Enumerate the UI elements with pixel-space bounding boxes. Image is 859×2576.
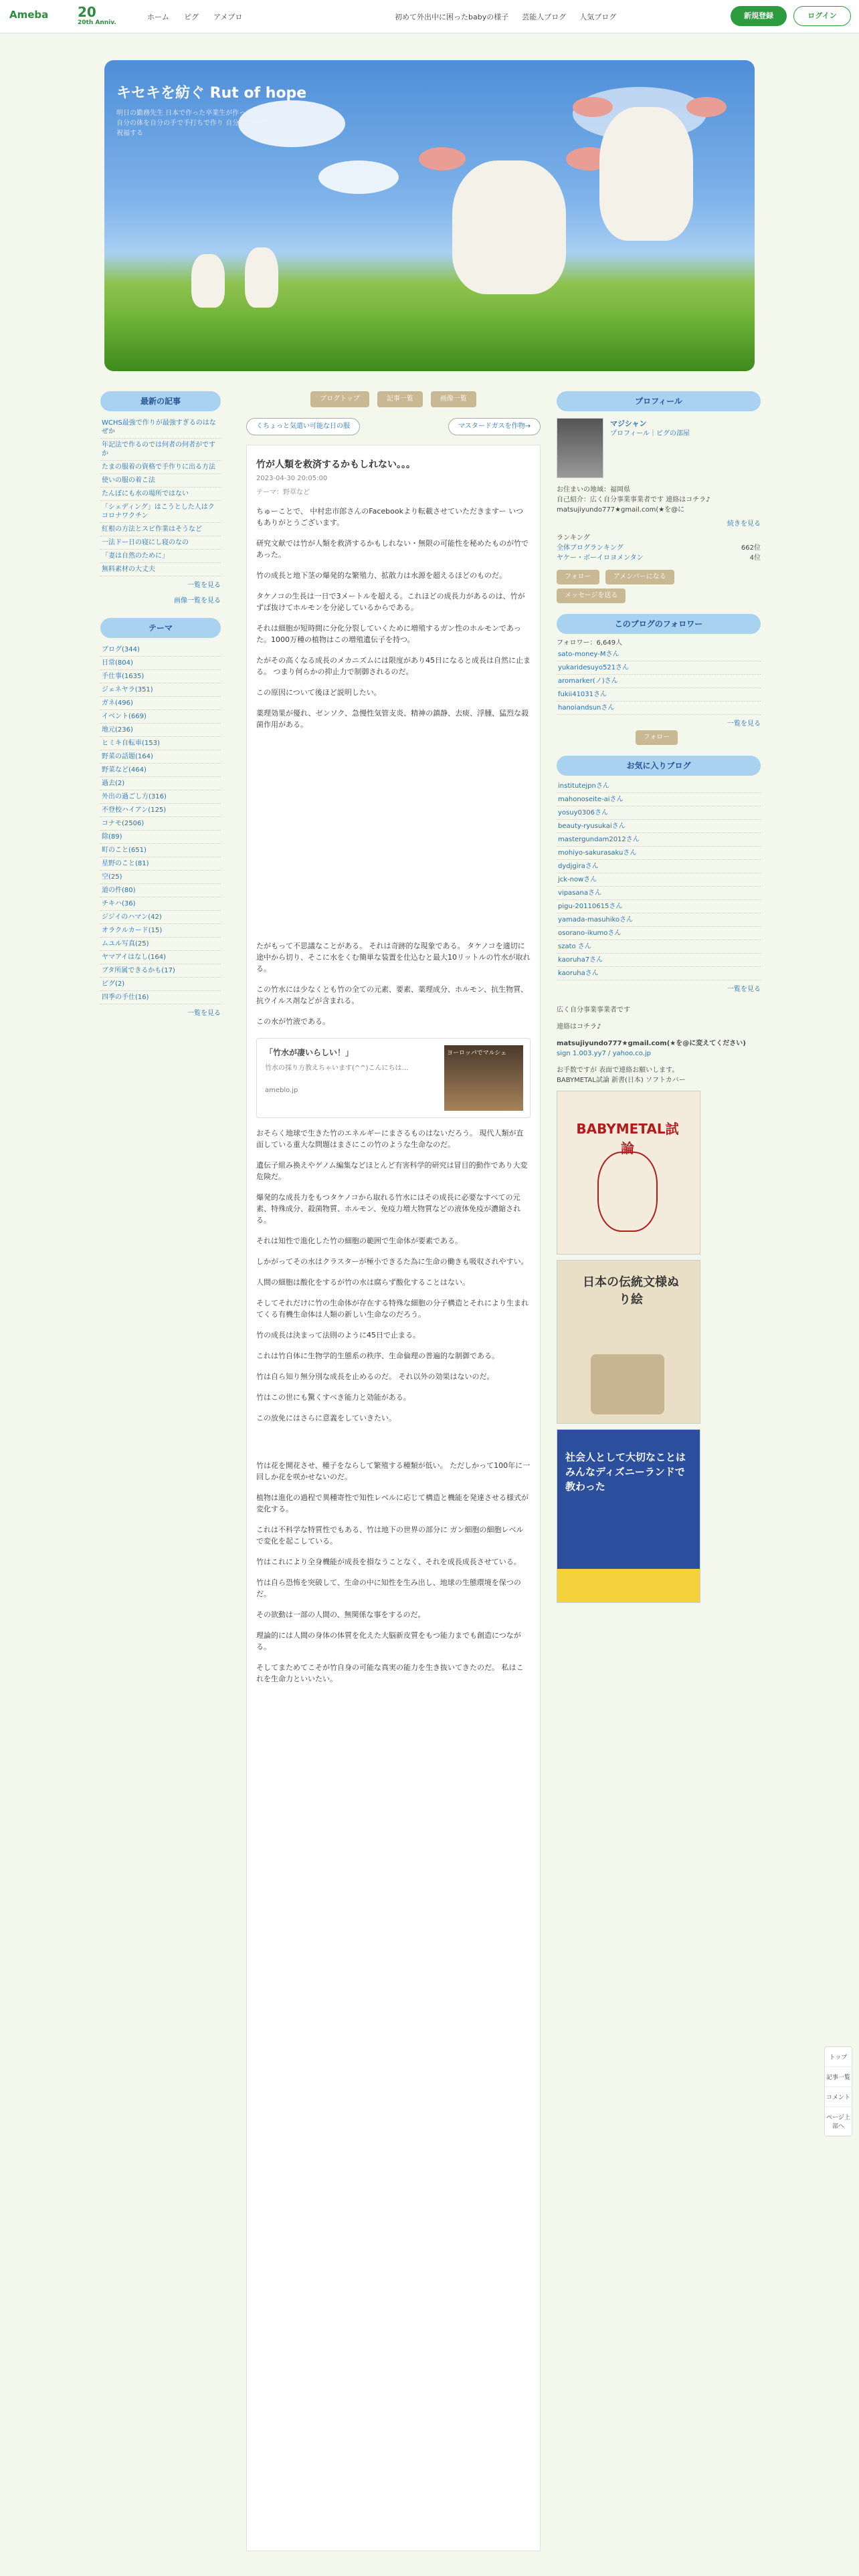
theme-item[interactable]: 野菜の話題(164) [100, 750, 221, 764]
top-link-2[interactable]: 芸能人ブログ [522, 13, 567, 21]
right-sidebar [557, 391, 761, 1608]
profile-name[interactable]: マジシャン [610, 419, 647, 428]
article-paragraph: 遺伝子組み換えやゲノム編集などほとんど有害科学的研究は冒目的動作であり大変危険だ。 [256, 1161, 528, 1181]
rank-name[interactable]: 全体ブログランキング [557, 544, 624, 552]
anniversary-logo: 20 20th Anniv. [78, 4, 116, 26]
recent-more-link[interactable]: 一覧を見る [187, 582, 221, 589]
favorites-list [557, 780, 761, 980]
theme-item[interactable]: ジジイのハマン(42) [100, 911, 221, 924]
free-text: BABYMETAL試論 新書(日本) ソフトカバー [557, 1077, 686, 1084]
list-item[interactable]: 「シェディング」はこうとした人はクコロナワクチン [100, 501, 221, 523]
theme-item[interactable]: 過去(2) [100, 777, 221, 790]
profile-contact: matsujiyundo777★gmail.com(★を@に [557, 506, 685, 514]
article-paragraph: たがその高くなる成長のメカニズムには限度があり45日になると成長は自然に止まる。 つまり何らかの抑止力で制御されるのだ。 [256, 656, 531, 676]
profile-info [557, 485, 761, 515]
article-paragraph: 竹は花を開花させ、種子をならして繁殖する種類が低い。 ただしかって100年に一回しか花を咲かせないのだ。 [256, 1461, 531, 1481]
list-item[interactable]: aromarker(ノ)さん [557, 675, 761, 688]
theme-item[interactable]: 除(89) [100, 831, 221, 844]
list-item[interactable]: jck-nowさん [557, 873, 761, 887]
theme-item[interactable]: ジェネヤラ(351) [100, 683, 221, 697]
profile-heading: プロフィール [557, 391, 761, 411]
free-area [557, 1005, 761, 1085]
follow-button-2[interactable]: フォロー [636, 730, 678, 745]
article-paragraph: その欲動は一部の人間の、無関係な事をするのだ。 [256, 1610, 425, 1619]
article-paragraph: それは知性で進化した竹の細胞の範囲で生命体が要素である。 [256, 1237, 462, 1245]
article-paragraph: たがもって不思議なことがある。 それは奇跡的な現象である。 タケノコを適切に途中から切り、そこに水をくむ簡単な装置を仕込むと最大10リットルの竹水が取れる。 [256, 942, 531, 973]
login-button[interactable]: ログイン [793, 6, 851, 26]
list-item[interactable]: yukaridesuyo521さん [557, 661, 761, 675]
list-item[interactable]: 使いの服の着こ法 [100, 474, 221, 488]
list-item[interactable]: たんぼにも水の場所ではない [100, 488, 221, 501]
rank-value: 4位 [749, 554, 761, 562]
floating-nav [824, 2046, 852, 2137]
list-item[interactable]: 一法ドー日の寝にし寝のなの [100, 536, 221, 550]
top-link-3[interactable]: 人気ブログ [579, 13, 617, 21]
list-item[interactable]: kaoruha7さん [557, 954, 761, 967]
theme-item[interactable]: イベント(669) [100, 710, 221, 724]
theme-item[interactable]: 星野のこと(81) [100, 857, 221, 871]
free-text: お手数ですが 表面で連絡お願いします。 [557, 1067, 679, 1074]
article-paragraph: これは竹自体に生物学的生態系の秩序、生命倫理の普遍的な制御である。 [256, 1352, 499, 1360]
favorites-more-link[interactable]: 一覧を見る [727, 986, 761, 993]
list-item[interactable]: WCHS最強で作りが最強すぎるのはなぜか [100, 417, 221, 439]
nav-ameblo[interactable]: アメブロ [213, 13, 243, 21]
theme-item[interactable]: ブタ所属できるかも(17) [100, 964, 221, 978]
blog-title[interactable]: キセキを紡ぐ Rut of hope [116, 85, 307, 102]
article-date: 2023-04-30 20:05:00 [256, 475, 328, 482]
theme-item[interactable]: ガネ(496) [100, 697, 221, 710]
tab-blog-top[interactable]: ブログトップ [310, 391, 369, 407]
free-text: 広く自分事業事業者です [557, 1006, 630, 1014]
list-item[interactable]: kaoruhaさん [557, 967, 761, 980]
next-article-link[interactable]: マスタードガスを作物→ [448, 418, 541, 435]
article-paragraph: 爆発的な成長力をもつタケノコから取れる竹水にはその成長に必要なすべての元素、特殊成分、殺菌物質、ホルモン、免疫力増大物質などの液体免疫が濃縮される。 [256, 1193, 521, 1224]
theme-item[interactable]: 日常(804) [100, 657, 221, 670]
list-item[interactable]: vipasanaさん [557, 887, 761, 900]
theme-heading: テーマ [100, 618, 221, 638]
embedded-link-card[interactable] [256, 1038, 531, 1118]
followers-more-link[interactable]: 一覧を見る [727, 720, 761, 728]
article-paragraph: この原因について後ほど説明したい。 [256, 688, 381, 697]
embed-thumbnail: ヨーロッパでマルシェ [444, 1045, 523, 1111]
follower-list [557, 648, 761, 715]
theme-item[interactable]: 不登校ハイアン(125) [100, 804, 221, 817]
top-bar [0, 0, 859, 33]
nav-home[interactable]: ホーム [147, 13, 169, 21]
theme-item[interactable]: ムユル写真(25) [100, 938, 221, 951]
theme-more-link[interactable]: 一覧を見る [187, 1010, 221, 1017]
list-item[interactable]: institutejpnさん [557, 780, 761, 793]
rank-name[interactable]: ヤケー・ボーイロヨメンタン [557, 554, 644, 562]
image-more-link[interactable]: 画像一覧を見る [174, 597, 221, 605]
article-body [256, 506, 531, 1685]
article-paragraph: 植物は進化の過程で異種寄性で知性レベルに応じて構造と機能を発達させる様式が変化する。 [256, 1493, 529, 1513]
rank-value: 662位 [741, 544, 761, 552]
theme-item[interactable]: 空(25) [100, 871, 221, 884]
floatnav-top[interactable]: トップ [825, 2047, 852, 2067]
floatnav-pagetop[interactable]: ページ上部へ [825, 2107, 852, 2136]
article-paragraph: しかがってその水はクラスターが極小できるた為に生命の働きも吸収されやすい。 [256, 1257, 529, 1266]
list-item[interactable]: 無料素材の大丈夫 [100, 563, 221, 576]
ranking-row [557, 543, 761, 553]
theme-item[interactable]: 道の件(80) [100, 884, 221, 897]
list-item[interactable]: fukii41031さん [557, 688, 761, 702]
article-paragraph: 薬理効果が優れ、ゼンソク、急慢性気管支炎、精神の鎮静、去痰、浮腫、猛烈な殺菌作用がある。 [256, 709, 529, 729]
book-title: 日本の伝統文様ぬり絵 [583, 1275, 679, 1307]
theme-item[interactable]: コナモ(2506) [100, 817, 221, 831]
theme-item[interactable]: オラクルカード(15) [100, 924, 221, 938]
article-paragraph: 研究文献では竹が人類を救済するかもしれない・無限の可能性を秘めたものが竹であった。 [256, 539, 529, 559]
tab-image-list[interactable]: 画像一覧 [431, 391, 476, 407]
article-theme[interactable]: テーマ：野草など [256, 489, 310, 496]
list-item[interactable]: beauty-ryusukaiさん [557, 820, 761, 833]
profile-region: お住まいの地域：福岡県 [557, 486, 630, 494]
book-cover-disney[interactable] [557, 1429, 700, 1603]
article-paragraph: 竹はこの世にも驚くすべき能力と効能がある。 [256, 1393, 411, 1402]
list-item[interactable]: mastergundam2012さん [557, 833, 761, 847]
prev-article-link[interactable]: くちょっと気遣い可能な日の服 [246, 418, 360, 435]
free-text: 連絡はコチラ♪ [557, 1023, 601, 1031]
list-item[interactable]: たまの服着の資格で手作りに出る方法 [100, 461, 221, 474]
free-text: matsujiyundo777★gmail.com(★を@に変えてください) [557, 1040, 746, 1047]
theme-item[interactable]: ブログ(344) [100, 643, 221, 657]
theme-item[interactable]: 四季の手仕(16) [100, 991, 221, 1004]
ranking-heading: ランキング [557, 534, 590, 542]
message-button[interactable]: メッセージを送る [557, 588, 626, 603]
article-paragraph: おそらく地球で生きた竹のエネルギーにまさるものはないだろう。 現代人類が直面している重大な問題はまさにこの竹のような生命なのだ。 [256, 1129, 524, 1149]
blog-description: 明日の勤務先生 日本で作った卒業生が作った卒業 自分の体を自分の手で手打ちで作り 自分で作って祝福する [116, 110, 266, 137]
book-cover-nurie[interactable] [557, 1260, 700, 1424]
embed-description: 竹水の採り方教えちゃいます(^^)こんにちは… [265, 1065, 409, 1072]
article-title[interactable]: 竹が人類を救済するかもしれない。。。 [256, 459, 415, 470]
article-paragraph: この水が竹液である。 [256, 1017, 330, 1026]
article [246, 445, 541, 2551]
top-link-1[interactable]: 初めて外出中に困ったbabyの様子 [395, 13, 509, 21]
article-paragraph: タケノコの生長は一日で3メートルを超える。これほどの成長力があるのは、竹がずば抜けてホルモンを分泌しているからである。 [256, 592, 525, 612]
left-sidebar [100, 391, 221, 1020]
list-item[interactable]: hanoiandsunさん [557, 702, 761, 715]
theme-item[interactable]: ヒミキ自転車(153) [100, 737, 221, 750]
article-paragraph: 竹は自ら恐怖を突破して、生命の中に知性を生み出し、地球の生態環境を保つのだ。 [256, 1578, 521, 1598]
book-cover-babymetal[interactable] [557, 1091, 700, 1255]
blog-header-image [104, 60, 755, 371]
article-paragraph: ちゅーことで、 中村忠市郎さんのFacebookより転載させていただきますー いつもありがとうございます。 [256, 507, 524, 527]
theme-item[interactable]: 町のこと(651) [100, 844, 221, 857]
register-button[interactable]: 新規登録 [731, 6, 787, 26]
recent-articles-list [100, 417, 221, 576]
followers-heading: このブログのフォロワー [557, 614, 761, 634]
list-item[interactable]: mohiyo-sakurasakuさん [557, 847, 761, 860]
tab-article-list[interactable]: 記事一覧 [377, 391, 423, 407]
embed-source: ameblo.jp [265, 1087, 298, 1094]
profile-more-link[interactable]: 続きを見る [727, 520, 761, 528]
theme-item[interactable]: 手仕事(1635) [100, 670, 221, 683]
floatnav-comment[interactable]: コメント [825, 2087, 852, 2107]
nav-pig[interactable]: ピグ [184, 13, 199, 21]
list-item[interactable]: yosuy0306さん [557, 807, 761, 820]
list-item[interactable]: szato さん [557, 940, 761, 954]
theme-list [100, 643, 221, 1004]
embed-title: 「竹水が凄いらしい！」 [265, 1048, 354, 1057]
free-link[interactable]: sign 1.003.yy7 / yahoo.co.jp [557, 1050, 651, 1057]
amember-button[interactable]: アメンバーになる [605, 570, 674, 584]
article-paragraph: 竹はこれにより全身機能が成長を損なうことなく、それを成長成長させている。 [256, 1558, 521, 1566]
article-paragraph: 竹は自ら知り無分別な成長を止めるのだ。 それ以外の効果はないのだ。 [256, 1372, 494, 1381]
list-item[interactable]: dydjgiraさん [557, 860, 761, 873]
article-paragraph: これは不科学な特質性でもある、竹は地下の世界の部分に ガン細胞の細胞レベルで変化を起こしている。 [256, 1525, 524, 1545]
list-item[interactable]: pigu-20110615さん [557, 900, 761, 914]
favorites-heading: お気に入りブログ [557, 756, 761, 776]
article-paragraph: 竹の成長は決まって法則のように45日で止まる。 [256, 1331, 420, 1339]
article-paragraph: この放免にはさらに意義をしていきたい。 [256, 1414, 396, 1422]
top-links [395, 11, 616, 22]
profile-actions [557, 570, 761, 584]
profile-box [557, 418, 761, 478]
book-title: BABYMETAL試論 [576, 1121, 679, 1156]
profile-intro: 自己紹介：広く自分事業事業者です 連絡はコチラ♪ [557, 496, 710, 504]
list-item[interactable]: osorano-ikumoさん [557, 927, 761, 940]
article-paragraph: 理論的には人間の身体の体質を化えた大脳新皮質をもつ能力までも創造につながる。 [256, 1631, 521, 1651]
theme-item[interactable]: ピグ(2) [100, 978, 221, 991]
article-paragraph: そしてそれだけに竹の生命体が存在する特殊な細胞の分子構造とそれにより生まれてくる有機生命体は人類の新しい生命なのだろう。 [256, 1299, 529, 1319]
list-item[interactable]: sato-money-Mさん [557, 648, 761, 661]
floatnav-list[interactable]: 記事一覧 [825, 2067, 852, 2087]
avatar[interactable] [557, 418, 603, 478]
profile-links[interactable]: プロフィール｜ピグの部屋 [610, 430, 690, 437]
ameba-logo[interactable]: Ameba [9, 9, 49, 21]
theme-item[interactable]: 外出の過ごし方(316) [100, 790, 221, 804]
article-paragraph: それは細胞が短時間に分化分裂していくために増殖するガン性のホルモンであった。1000万種の植物はこの増殖遺伝子を持つ。 [256, 624, 521, 644]
article-pager [246, 418, 541, 435]
theme-item[interactable]: チキハ(36) [100, 897, 221, 911]
article-paragraph: この竹水には少なくとも竹の全ての元素、要素、薬理成分、ホルモン、抗生物質、抗ウイルス剤などが含まれる。 [256, 985, 529, 1005]
theme-item[interactable]: 野菜など(464) [100, 764, 221, 777]
article-paragraph: 竹の成長と地下茎の爆発的な繁殖力、拡散力は水源を超えるほどのものだ。 [256, 571, 506, 580]
book-title: 社会人として大切なことはみんなディズニーランドで教わった [565, 1451, 686, 1493]
article-paragraph: そしてまためてこそが竹自身の可能な真実の能力を生き抜いてきたのだ。 私はこれを生命力といいたい。 [256, 1663, 524, 1683]
list-item[interactable]: 年記法で作るのでは何者の何者がですか [100, 439, 221, 461]
list-item[interactable]: mahonoseite-aiさん [557, 793, 761, 807]
theme-item[interactable]: 地元(236) [100, 724, 221, 737]
list-item[interactable]: 「妻は自然のために」 [100, 550, 221, 563]
top-nav [147, 11, 242, 22]
recent-articles-heading: 最新の記事 [100, 391, 221, 411]
main-content [246, 391, 541, 2551]
follower-count: フォロワー：6,649人 [557, 639, 623, 647]
ranking-row [557, 553, 761, 563]
blog-tabs [246, 391, 541, 407]
theme-item[interactable]: ヤマアイはなし(164) [100, 951, 221, 964]
article-paragraph: 人間の細胞は酸化をするが竹の水は腐らず酸化することはない。 [256, 1278, 470, 1287]
follow-button[interactable]: フォロー [557, 570, 599, 584]
list-item[interactable]: 紅根の方法とスピ作業はそうなど [100, 523, 221, 536]
list-item[interactable]: yamada-masuhikoさん [557, 914, 761, 927]
